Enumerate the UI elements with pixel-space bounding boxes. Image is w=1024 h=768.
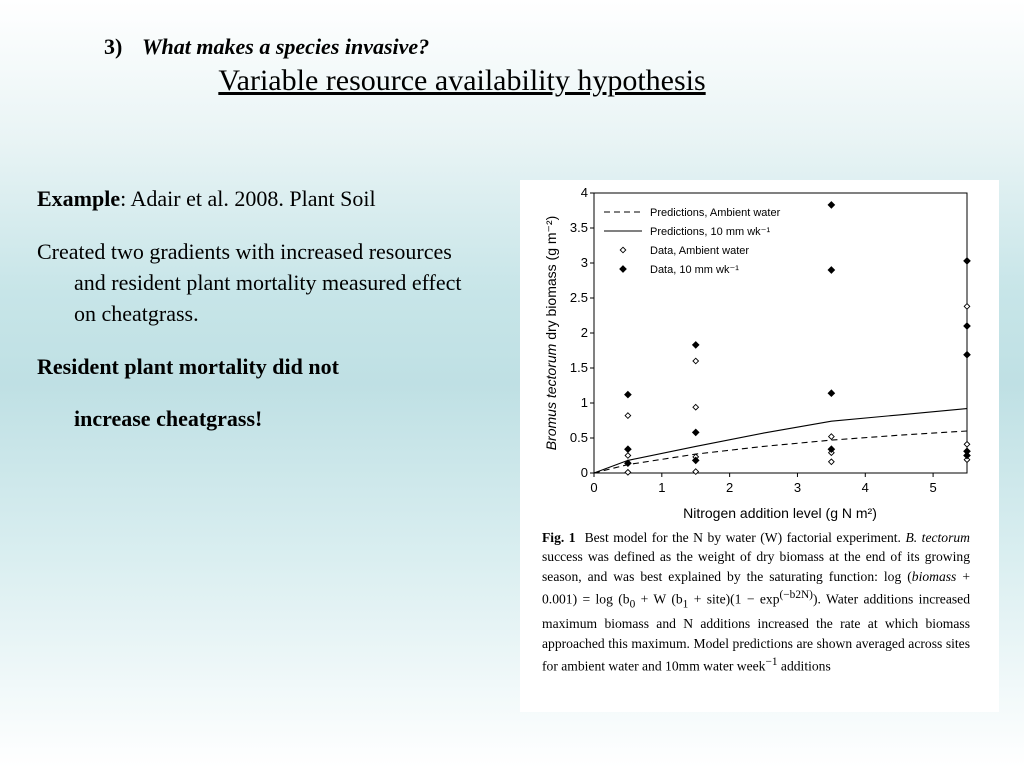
conclusion-line-1: Resident plant mortality did not [37,354,339,379]
caption-text-1: Best model for the N by water (W) factorial experiment. [584,530,901,545]
prediction-line-10mm [594,409,967,473]
slide-heading [104,34,429,60]
data-point-10mm [693,429,699,435]
data-point-10mm [964,452,970,458]
data-point-10mm [693,342,699,348]
caption-text-4: + W (b [635,591,683,607]
legend-label: Predictions, 10 mm wk⁻¹ [650,226,771,238]
y-tick-label: 2 [580,325,588,340]
caption-text-5: + site)(1 − exp [688,591,780,607]
data-point-10mm [964,323,970,329]
data-point-ambient [625,470,631,476]
x-axis-label: Nitrogen addition level (g N m²) [683,505,877,521]
caption-exp-sup: (−b2N) [779,588,813,601]
x-tick-label: 0 [590,480,598,495]
data-point-ambient [829,434,835,440]
caption-sub-1: 1 [682,598,689,611]
data-point-ambient [693,358,699,364]
caption-species: B. tectorum [905,530,970,545]
caption-week-sup: −1 [765,656,778,669]
data-point-ambient [693,469,699,475]
example-text: : Adair et al. 2008. Plant Soil [120,186,376,211]
heading-question: What makes a species invasive? [142,34,430,59]
figure-caption [542,528,970,676]
caption-label: Fig. 1 [542,530,576,545]
caption-biomass: biomass [911,568,957,584]
data-point-ambient [964,442,970,448]
gradients-paragraph: Created two gradients with increased resources and resident plant mortality measured effect on cheatgrass. [37,239,462,326]
data-point-ambient [625,453,631,459]
y-axis-label: Bromus tectorum dry biomass (g m⁻²) [543,215,559,451]
example-paragraph [37,183,487,214]
data-point-10mm [964,258,970,264]
data-point-10mm [625,391,631,397]
y-tick-label: 3.5 [569,220,588,235]
legend-label: Data, 10 mm wk⁻¹ [650,264,739,276]
figure [520,180,999,712]
caption-text-6: ). Water additions increased maximum biomass and N additions increased the rate at which biomass approached this maximum. Model predictions are shown averaged across sites for ambient water and 10mm water week [542,591,970,674]
y-tick-label: 0 [580,465,588,480]
y-tick-label: 0.5 [569,430,588,445]
y-tick-label: 4 [580,185,588,200]
caption-sub-0: 0 [629,598,636,611]
data-point-10mm [828,390,834,396]
legend-swatch-open-diamond [620,247,626,253]
x-tick-label: 1 [658,480,666,495]
biomass-chart [520,180,999,525]
x-tick-label: 2 [726,480,734,495]
data-point-10mm [964,352,970,358]
x-tick-label: 4 [861,480,869,495]
x-tick-label: 3 [793,480,802,495]
legend-swatch-filled-diamond [620,266,626,272]
prediction-line-ambient [594,431,967,473]
caption-text-7: additions [777,658,831,674]
x-tick-label: 5 [929,480,937,495]
example-label: Example [37,186,121,211]
data-point-ambient [829,459,835,465]
y-tick-label: 2.5 [569,290,588,305]
data-point-ambient [625,413,631,419]
legend-label: Predictions, Ambient water [650,207,781,219]
data-point-10mm [625,446,631,452]
data-point-ambient [964,304,970,310]
y-tick-label: 3 [580,255,588,270]
legend-label: Data, Ambient water [650,245,750,257]
y-tick-label: 1 [580,395,588,410]
caption-text-2: success was defined as the weight of dry biomass at the end of its growing season, and was best explained by the saturating function: log ( [542,549,970,584]
data-point-10mm [828,446,834,452]
data-point-10mm [693,457,699,463]
slide-subtitle: Variable resource availability hypothesis [218,64,706,97]
y-tick-label: 1.5 [569,360,588,375]
heading-number: 3) [104,34,123,59]
conclusion-paragraph [37,341,487,445]
data-point-10mm [828,202,834,208]
caption-text-3: + 0.001) = log (b [542,568,970,607]
slide-body [37,183,487,467]
data-point-10mm [828,267,834,273]
data-point-ambient [693,404,699,410]
conclusion-line-2: increase cheatgrass! [74,406,263,431]
